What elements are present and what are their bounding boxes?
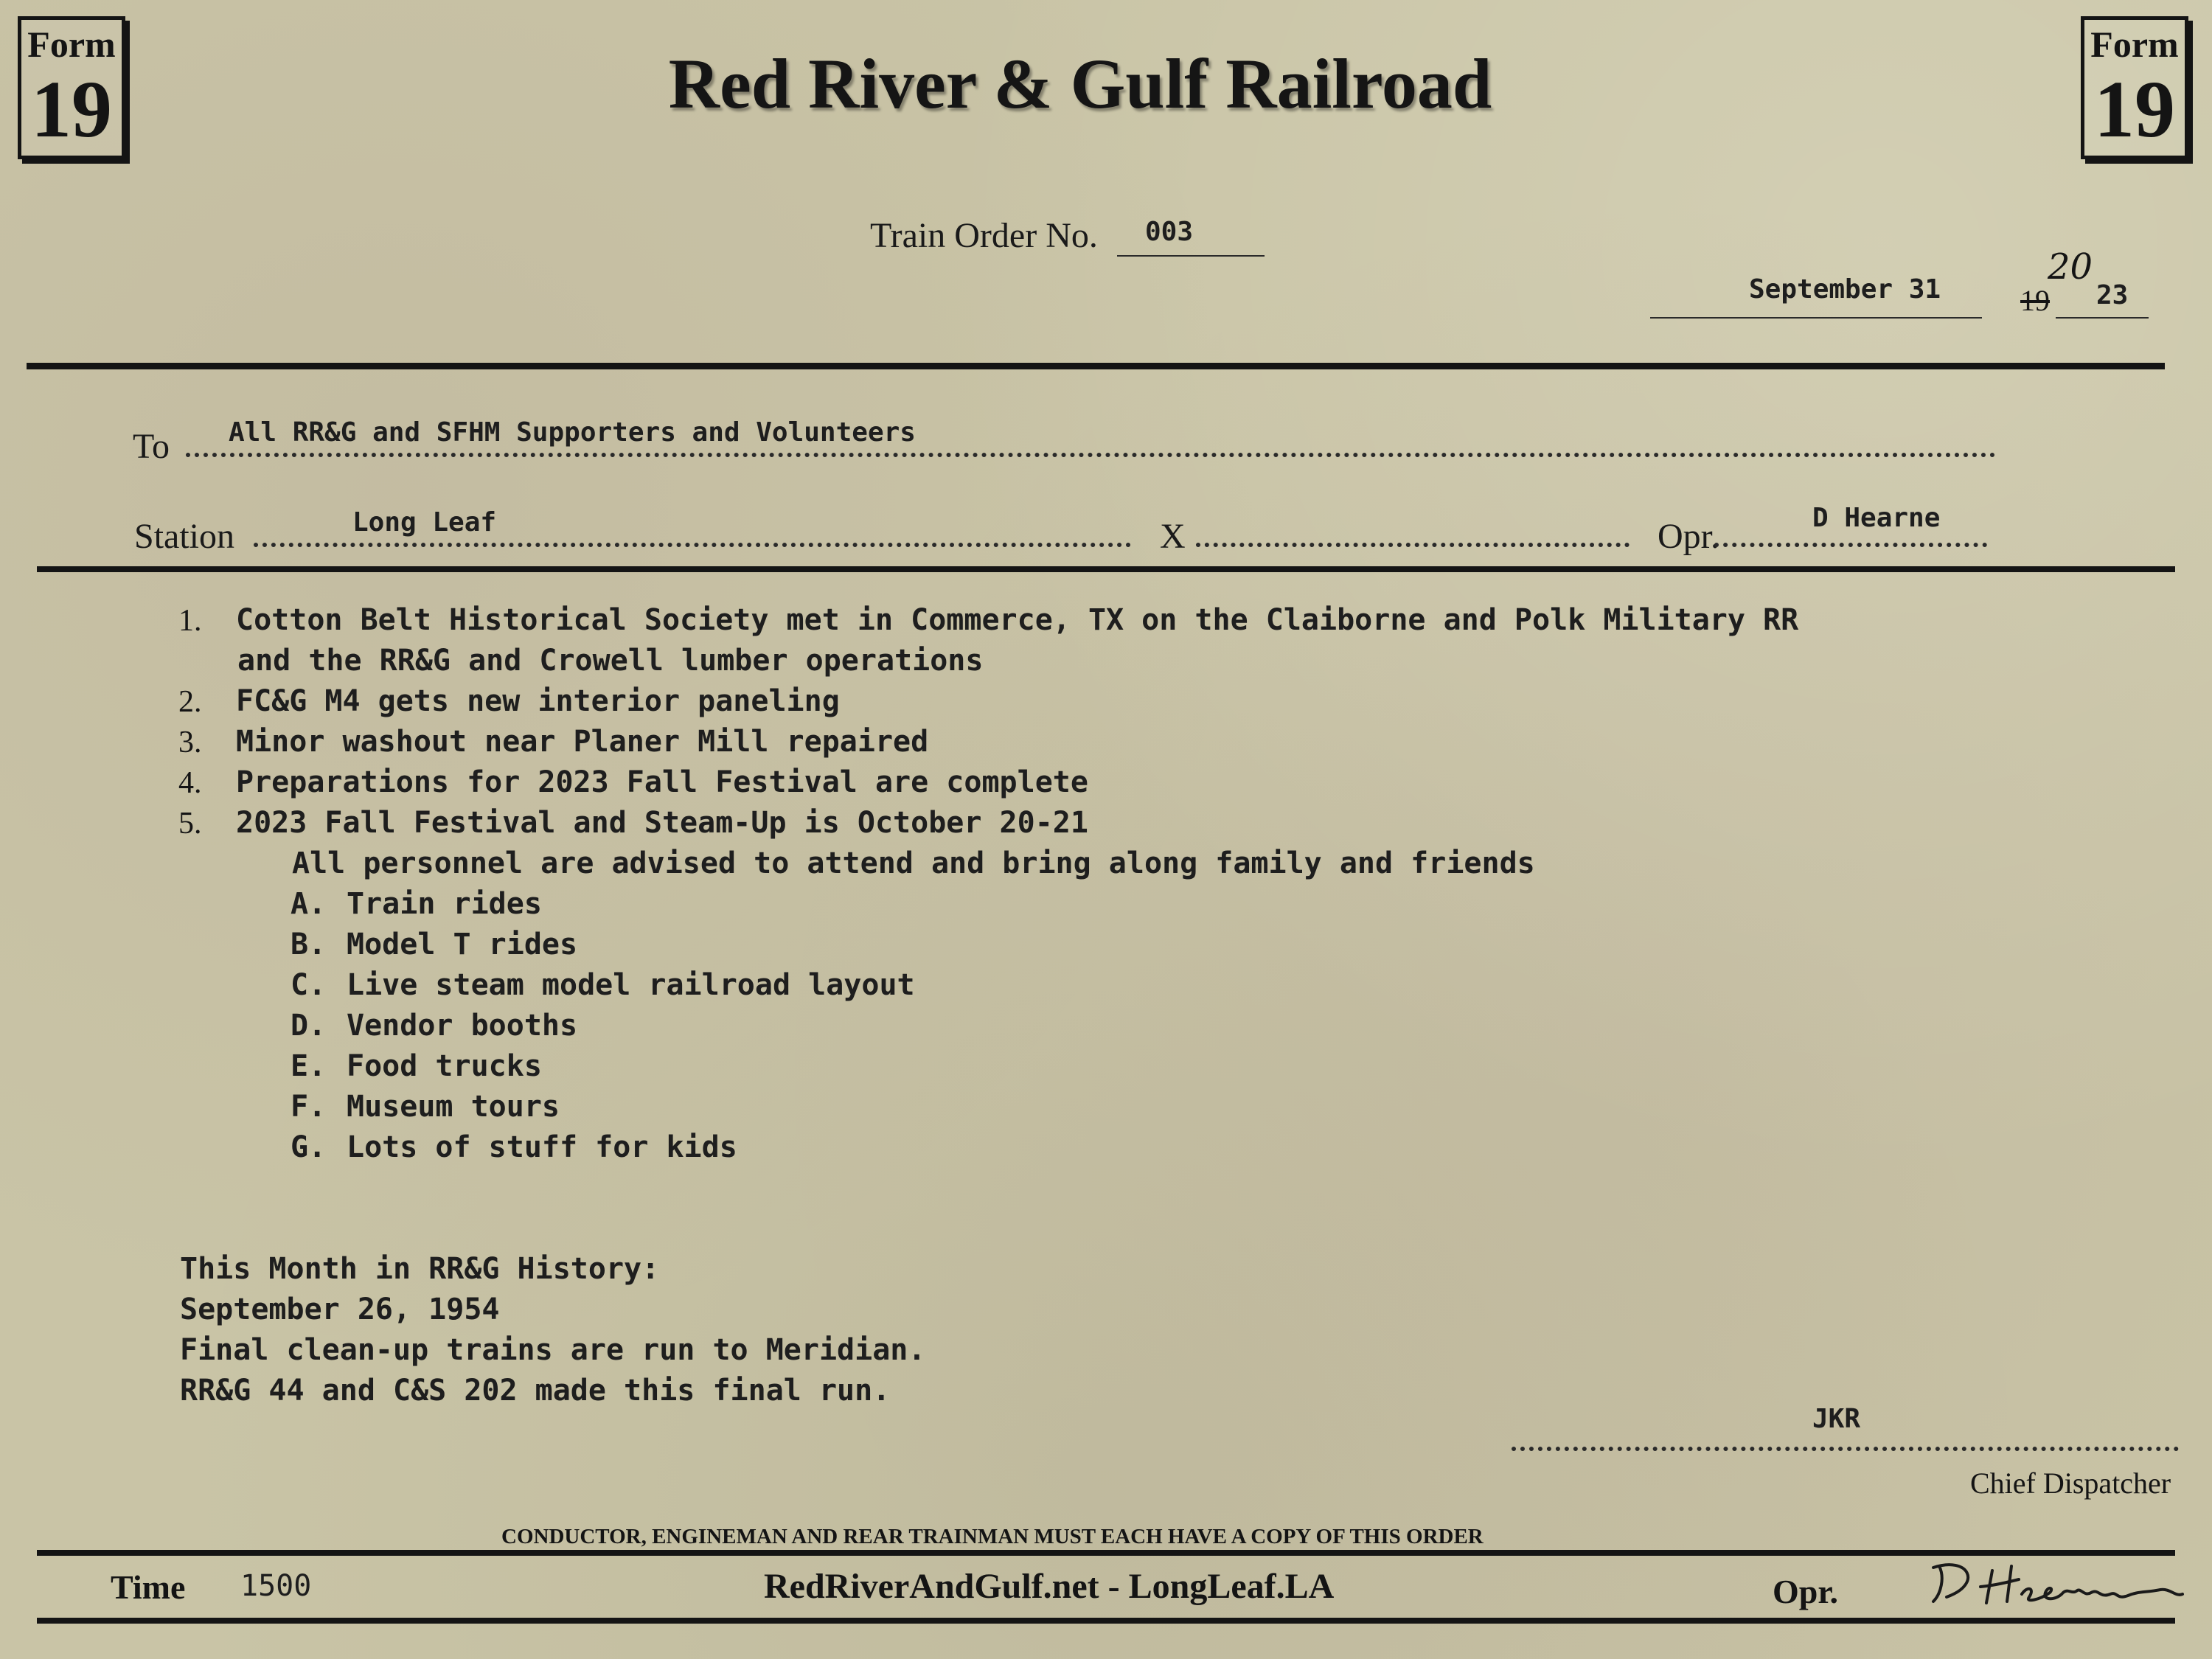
date-underline [1650,317,1982,319]
to-dotted-line [186,453,1996,457]
activity-item: Train rides [347,887,542,921]
station-value: Long Leaf [352,507,497,538]
form-number: 19 [31,64,112,154]
page-title: Red River & Gulf Railroad [668,44,1492,123]
opr-label: Opr. [1658,517,1719,556]
item-number: 5. [178,807,202,841]
train-order-number: 003 [1145,217,1194,247]
copy-notice: CONDUCTOR, ENGINEMAN AND REAR TRAINMAN MUST EACH HAVE A COPY OF THIS ORDER [501,1525,1484,1548]
body-rule [37,566,2175,572]
list-item: Minor washout near Planer Mill repaired [236,725,929,759]
activity-item: Museum tours [347,1090,560,1124]
item-number: 4. [178,766,202,800]
footer-opr-label: Opr. [1773,1573,1839,1610]
dispatcher-dotted-line [1512,1447,2179,1451]
station-dotted-line [254,543,1131,547]
item-number: 1. [178,604,202,638]
x-dotted-line [1196,543,1630,547]
form-number: 19 [2094,64,2175,154]
activity-letter: D. [291,1009,327,1043]
opr-dotted-line [1714,543,1987,547]
footer-bottom-rule [37,1618,2175,1624]
activity-letter: B. [291,928,327,961]
station-label: Station [134,517,235,556]
activity-letter: F. [291,1090,327,1124]
to-value: All RR&G and SFHM Supporters and Volunteers [229,417,916,448]
activity-letter: E. [291,1049,327,1083]
item-number: 2. [178,685,202,719]
history-heading: This Month in RR&G History: [180,1252,660,1286]
form-word: Form [27,24,116,65]
history-line: RR&G 44 and C&S 202 made this final run. [180,1374,891,1408]
dispatcher-initials: JKR [1812,1404,1861,1434]
year-underline [2056,317,2149,319]
activity-item: Model T rides [347,928,578,961]
footer-website: RedRiverAndGulf.net - LongLeaf.LA [764,1567,1335,1606]
history-date: September 26, 1954 [180,1293,500,1326]
list-item: Preparations for 2023 Fall Festival are complete [236,765,1088,799]
date-year: 23 [2096,280,2129,310]
history-line: Final clean-up trains are run to Meridian. [180,1333,926,1367]
form-word: Form [2090,24,2179,65]
activity-letter: C. [291,968,327,1002]
footer-top-rule [37,1550,2175,1556]
activity-item: Food trucks [347,1049,542,1083]
advisory-text: All personnel are advised to attend and bring along family and friends [292,846,1535,880]
time-value: 1500 [240,1569,312,1603]
time-label: Time [111,1568,186,1606]
x-label: X [1160,517,1186,556]
train-order-underline [1117,255,1265,257]
activity-item: Lots of stuff for kids [347,1130,737,1164]
opr-value: D Hearne [1812,503,1941,533]
activity-letter: G. [291,1130,327,1164]
list-item: 2023 Fall Festival and Steam-Up is October 20-21 [236,806,1088,840]
list-item: and the RR&G and Crowell lumber operations [237,644,984,678]
date-century-printed: 19 [2020,284,2050,317]
activity-item: Live steam model railroad layout [347,968,915,1002]
list-item: FC&G M4 gets new interior paneling [236,684,840,718]
item-number: 3. [178,726,202,759]
date-month-day: September 31 [1749,274,1941,305]
activity-letter: A. [291,887,327,921]
train-order-label: Train Order No. [870,216,1098,255]
activity-item: Vendor booths [347,1009,578,1043]
to-label: To [133,427,170,466]
list-item: Cotton Belt Historical Society met in Commerce, TX on the Claiborne and Polk Military RR [236,603,1799,637]
dispatcher-title: Chief Dispatcher [1970,1467,2171,1500]
header-rule [27,363,2165,369]
operator-signature [1924,1556,2190,1615]
date-century-written: 20 [2048,246,2093,288]
